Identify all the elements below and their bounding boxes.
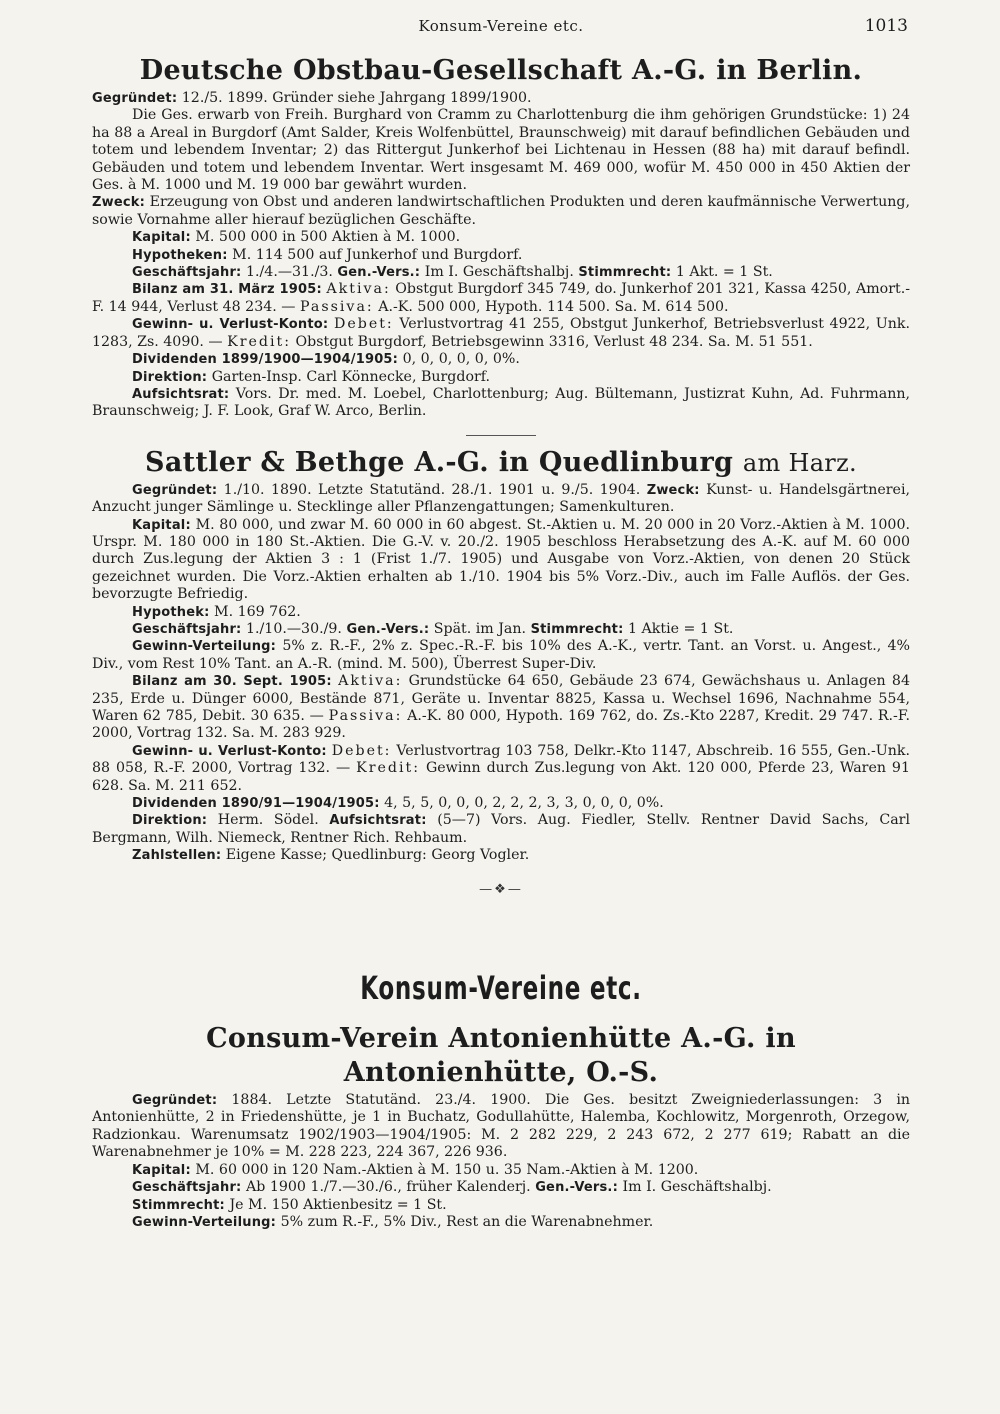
credit-label: Kredit: [227, 333, 292, 350]
profit-distribution-text: 5% z. R.-F., 2% z. Spec.-R.-F. bis 10% des A.-K., vertr. Tant. an Vorst. u. Angest., 4% Div., vom Rest 10% Tant. an A.-R. (mind. M. 500), Überrest Super-Div. [92, 638, 910, 672]
mortgage-text: M. 169 762. [214, 603, 301, 620]
fiscal-year-paragraph [92, 264, 910, 281]
mortgage-paragraph [92, 604, 910, 621]
capital-text: M. 60 000 in 120 Nam.-Aktien à M. 150 u. 35 Nam.-Aktien à M. 1200. [195, 1161, 699, 1178]
entry-title-main: Sattler & Bethge A.-G. in Quedlinburg [145, 446, 734, 478]
capital-label: Kapital: [132, 517, 191, 533]
founded-text: 1884. Letzte Statutänd. 23./4. 1900. Die Ges. besitzt Zweigniederlassungen: 3 in Antonienhütte, 2 in Friedenshütte, je 1 in Buchatz, Godullahütte, Halemba, Kochlowitz, Morgenroth, Orzegow, Radzionkau. Warenumsatz 1902/1903—1904/1905: M. 2 282 229, 2 243 672, 2 277 619; Rabatt an die Warenabnehmer je 10% = M. 228 223, 224 367, 226 936. [92, 1092, 910, 1161]
founded-paragraph [92, 90, 910, 107]
purpose-label: Zweck: [646, 482, 700, 498]
founded-paragraph [92, 482, 910, 517]
capital-paragraph [92, 229, 910, 246]
purpose-text: Erzeugung von Obst und anderen landwirtschaftlichen Produkten und deren kaufmännische Verwertung, sowie Vornahme aller hierauf bezüglichen Geschäfte. [92, 194, 910, 228]
profit-distribution-label: Gewinn-Verteilung: [132, 1214, 277, 1230]
assets-label: Aktiva: [326, 281, 391, 298]
general-meeting-label: Gen.-Vers.: [346, 621, 430, 637]
capital-label: Kapital: [132, 1162, 191, 1178]
balance-paragraph [92, 281, 910, 316]
paying-agents-paragraph [92, 847, 910, 864]
fiscal-year-paragraph [92, 621, 910, 638]
credit-label: Kredit: [356, 760, 420, 777]
fiscal-year-text: 1./4.—31./3. [245, 264, 333, 281]
management-paragraph [92, 369, 910, 386]
capital-text: M. 500 000 in 500 Aktien à M. 1000. [195, 229, 461, 246]
dividends-label: Dividenden 1899/1900—1904/1905: [132, 352, 399, 368]
purpose-text: Kunst- u. Handelsgärtnerei, Anzucht junger Sämlinge u. Stecklinge aller Pflanzengattungen; Samenkulturen. [92, 481, 911, 516]
history-paragraph: Die Ges. erwarb von Freih. Burghard von Cramm zu Charlottenburg die ihm gehörigen Grundstücke: 1) 24 ha 88 a Areal in Burgdorf (Amt Salder, Kreis Wolfenbüttel, Braunschweig) mit darauf befindlichen Gebäuden und totem und lebendem Inventar; 2) das Rittergut Junkerhof bei Lichtenau in Hessen (88 ha) mit darauf befindl. Gebäuden und totem und lebendem Inventar. Wert insgesamt M. 469 000, wofür M. 450 000 in 450 Aktien der Ges. à M. 1000 und M. 19 000 bar gewährt wurden. [92, 107, 910, 194]
balance-liabilities: A.-K. 80 000, Hypoth. 169 762, do. Zs.-Kto 2287, Kredit. 29 747. R.-F. 2000, Vortrag 132. Sa. M. 283 929. [92, 708, 910, 742]
voting-right-label: Stimmrecht: [132, 1197, 225, 1213]
balance-liabilities: A.-K. 500 000, Hypoth. 114 500. Sa. M. 614 500. [378, 298, 729, 315]
profit-distribution-paragraph [92, 638, 910, 673]
dividends-text: 0, 0, 0, 0, 0, 0%. [402, 351, 520, 368]
voting-right-label: Stimmrecht: [530, 621, 624, 637]
voting-right-text: 1 Aktie = 1 St. [628, 620, 734, 637]
balance-paragraph [92, 673, 910, 743]
capital-text: M. 80 000, und zwar M. 60 000 in 60 abgest. St.-Aktien u. M. 20 000 in 20 Vorz.-Aktien à M. 1000. Urspr. M. 180 000 in 180 St.-Aktien. Die G.-V. v. 20./2. 1905 beschloss Herabsetzung des A.-K. auf M. 60 000 durch Zus.legung der Aktien 3 : 1 (Frist 1./7. 1905) und Ausgabe von Vorz.-Aktien, von denen 20 Stück gezeichnet wurden. Die Vorz.-Aktien erhalten ab 1./10. 1904 bis 5% Vorz.-Div., auch im Falle Auflös. der Ges. bevorzugte Befriedig. [92, 516, 910, 603]
fiscal-year-label: Geschäftsjahr: [132, 265, 242, 281]
profit-loss-debit: Verlustvortrag 41 255, Obstgut Junkerhof, Betriebsverlust 4922, Unk. 1283, Zs. 4090. — [92, 316, 910, 350]
dividends-text: 4, 5, 5, 0, 0, 0, 2, 2, 2, 3, 3, 0, 0, 0, 0%. [384, 795, 664, 812]
founded-text: 1./10. 1890. Letzte Statutänd. 28./1. 1901 u. 9./5. 1904. [223, 481, 641, 498]
profit-distribution-paragraph [92, 1214, 910, 1231]
founded-label: Gegründet: [132, 1093, 218, 1109]
general-meeting-text: Im I. Geschäftshalbj. [622, 1179, 772, 1196]
page-number: 1013 [864, 16, 908, 36]
paying-agents-label: Zahlstellen: [132, 848, 222, 864]
fiscal-year-paragraph [92, 1179, 910, 1196]
voting-right-label: Stimmrecht: [578, 265, 672, 281]
liabilities-label: Passiva: [299, 298, 374, 315]
profit-loss-credit: Gewinn durch Zus.legung von Akt. 120 000, Pferde 23, Waren 91 628. Sa. M. 211 652. [92, 760, 910, 794]
fiscal-year-text: Ab 1900 1./7.—30./6., früher Kalenderj. [245, 1179, 531, 1196]
profit-loss-paragraph [92, 743, 910, 795]
founded-label: Gegründet: [132, 482, 218, 498]
assets-label: Aktiva: [338, 673, 403, 690]
profit-loss-paragraph [92, 316, 910, 351]
voting-right-text: Je M. 150 Aktienbesitz = 1 St. [229, 1196, 447, 1213]
profit-loss-label: Gewinn- u. Verlust-Konto: [132, 743, 327, 759]
purpose-label: Zweck: [92, 195, 146, 211]
management-text: Garten-Insp. Carl Könnecke, Burgdorf. [211, 368, 491, 385]
ornament-divider: —❖— [479, 881, 523, 897]
mortgage-label: Hypothek: [132, 604, 210, 620]
running-head [92, 18, 910, 46]
section-heading: Konsum-Vereine etc. [360, 969, 642, 1008]
capital-paragraph [92, 1162, 910, 1179]
entry-title-sattler [92, 446, 910, 480]
balance-assets: Obstgut Burgdorf 345 749, do. Junkerhof 201 321, Kassa 4250, Amort.-F. 14 944, Verlust 48 234. — [92, 281, 910, 315]
supervisory-board-paragraph [92, 386, 910, 421]
document-page [92, 18, 910, 1231]
general-meeting-label: Gen.-Vers.: [337, 265, 421, 281]
founded-text: 12./5. 1899. Gründer siehe Jahrgang 1899/1900. [181, 90, 532, 106]
supervisory-board-label: Aufsichtsrat: [329, 813, 427, 829]
balance-label: Bilanz am 30. Sept. 1905: [132, 674, 332, 690]
purpose-paragraph [92, 194, 910, 229]
entry-title-obstbau: Deutsche Obstbau-Gesellschaft A.-G. in Berlin. [139, 55, 863, 86]
supervisory-board-label: Aufsichtsrat: [132, 386, 230, 402]
supervisory-board-text: Vors. Dr. med. M. Loebel, Charlottenburg; Aug. Bültemann, Justizrat Kuhn, Ad. Fuhrmann, Braunschweig; J. F. Look, Graf W. Arco, Berlin. [92, 385, 910, 420]
running-head-title: Konsum-Vereine etc. [418, 17, 584, 35]
profit-distribution-text: 5% zum R.-F., 5% Div., Rest an die Warenabnehmer. [280, 1213, 654, 1230]
profit-distribution-label: Gewinn-Verteilung: [132, 639, 277, 655]
balance-assets: Grundstücke 64 650, Gebäude 23 674, Gewächshaus u. Anlagen 84 235, Erde u. Dünger 6000, Bestände 871, Geräte u. Inventar 8825, Kassa u. Wechsel 1696, Nachnahme 554, Waren 62 785, Debit. 30 635. — [92, 673, 910, 724]
balance-label: Bilanz am 31. März 1905: [132, 282, 322, 298]
dividends-paragraph [92, 351, 910, 368]
entry-title-suffix: am Harz. [742, 448, 857, 477]
profit-loss-credit: Obstgut Burgdorf, Betriebsgewinn 3316, Verlust 48 234. Sa. M. 51 551. [295, 333, 813, 350]
management-label: Direktion: [132, 369, 208, 385]
management-paragraph [92, 812, 910, 847]
debit-label: Debet: [333, 316, 394, 333]
entry-title-consum: Consum-Verein Antonienhütte A.-G. in Antonienhütte, O.-S. [206, 1023, 796, 1089]
general-meeting-text: Spät. im Jan. [433, 620, 527, 637]
liabilities-label: Passiva: [328, 708, 403, 724]
founded-paragraph [92, 1092, 910, 1162]
founded-label: Gegründet: [92, 91, 178, 106]
management-label: Direktion: [132, 813, 208, 829]
mortgage-text: M. 114 500 auf Junkerhof und Burgdorf. [232, 246, 523, 263]
general-meeting-label: Gen.-Vers.: [535, 1180, 618, 1196]
supervisory-board-text: (5—7) Vors. Aug. Fiedler, Stellv. Rentner David Sachs, Carl Bergmann, Wilh. Niemeck, Rentner Rich. Rehbaum. [92, 812, 911, 846]
capital-paragraph [92, 517, 910, 604]
mortgage-label: Hypotheken: [132, 247, 228, 263]
voting-right-paragraph [92, 1197, 910, 1214]
dividends-label: Dividenden 1890/91—1904/1905: [132, 796, 380, 812]
fiscal-year-text: 1./10.—30./9. [245, 620, 342, 637]
voting-right-text: 1 Akt. = 1 St. [675, 264, 773, 281]
profit-loss-label: Gewinn- u. Verlust-Konto: [132, 317, 329, 333]
debit-label: Debet: [331, 742, 392, 759]
general-meeting-text: Im I. Geschäftshalbj. [424, 264, 574, 281]
capital-label: Kapital: [132, 230, 191, 246]
dividends-paragraph [92, 795, 910, 812]
fiscal-year-label: Geschäftsjahr: [132, 621, 242, 637]
mortgage-paragraph [92, 247, 910, 264]
paying-agents-text: Eigene Kasse; Quedlinburg: Georg Vogler. [225, 847, 530, 864]
divider [466, 435, 536, 436]
fiscal-year-label: Geschäftsjahr: [132, 1180, 242, 1196]
profit-loss-debit: Verlustvortrag 103 758, Delkr.-Kto 1147, Abschreib. 16 555, Gen.-Unk. 88 058, R.-F. 2000, Vortrag 132. — [92, 742, 910, 777]
management-text: Herm. Södel. [217, 812, 319, 829]
